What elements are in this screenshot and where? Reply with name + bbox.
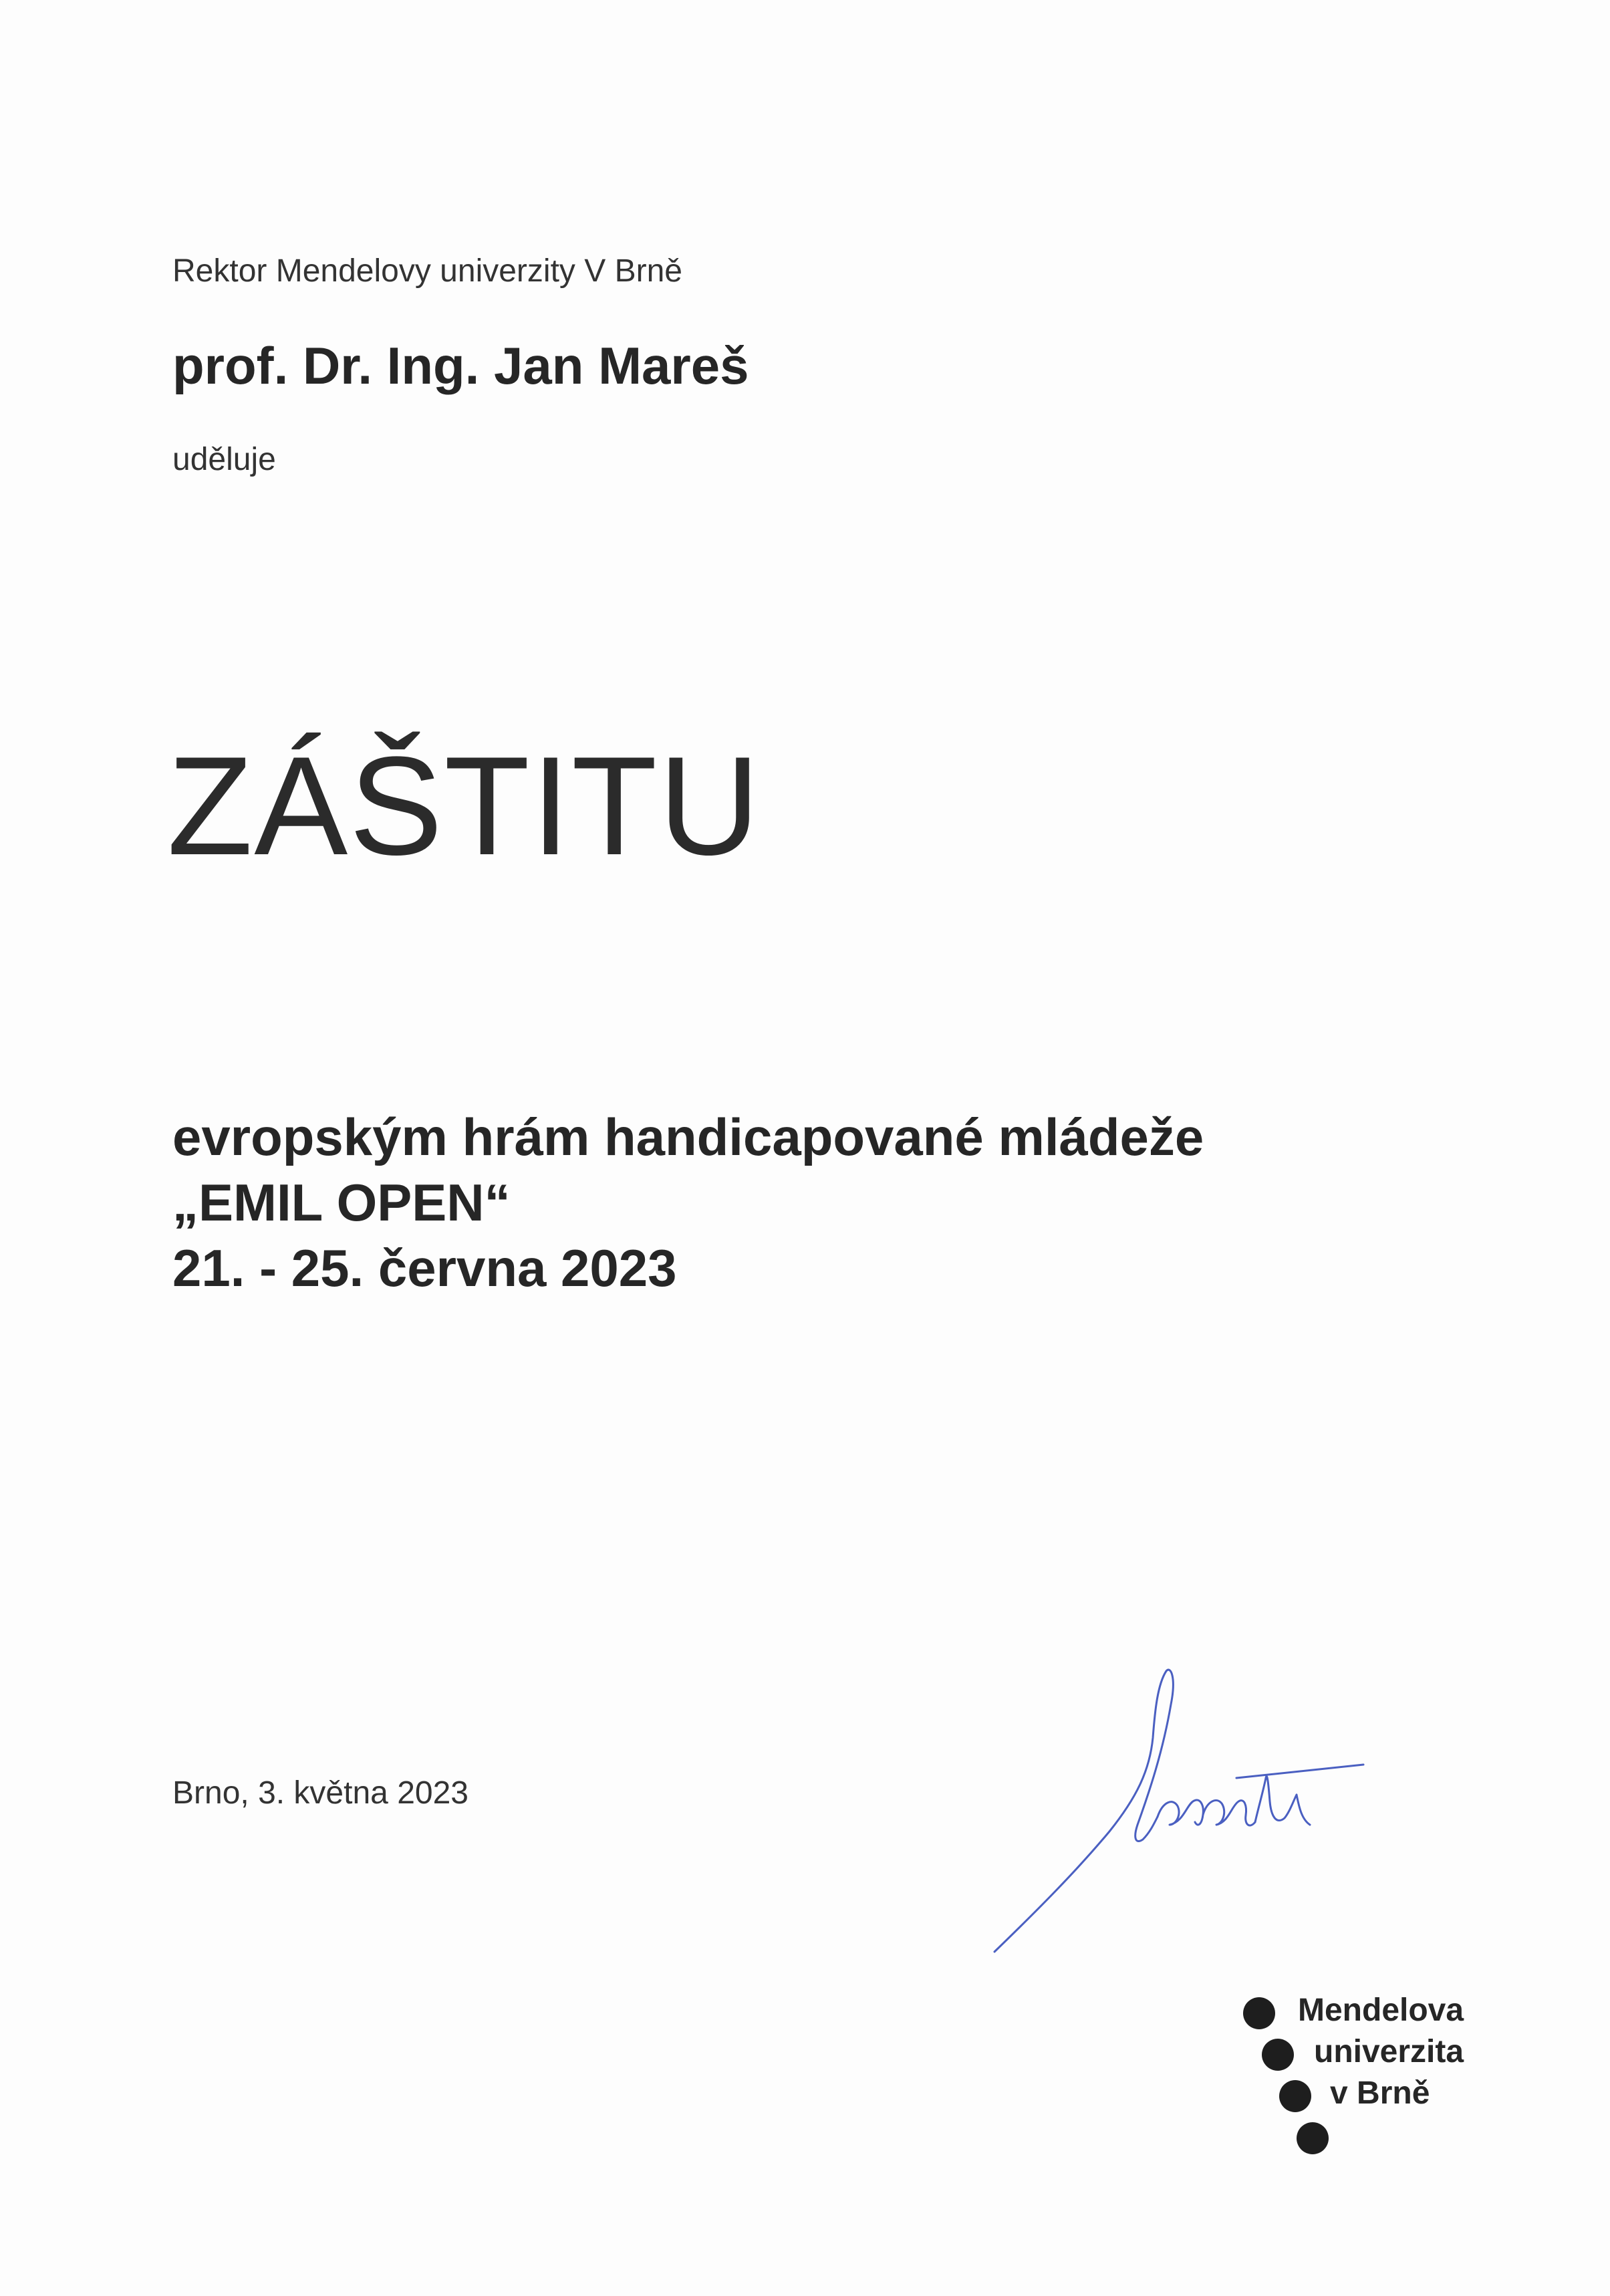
- place-and-date: Brno, 3. května 2023: [172, 1775, 468, 1811]
- grant-verb: uděluje: [172, 442, 276, 477]
- logo-dot-icon: [1297, 2122, 1329, 2154]
- event-dates-line: 21. - 25. června 2023: [172, 1239, 677, 1297]
- logo-line-3: v Brně: [1330, 2075, 1430, 2111]
- logo-line-1: Mendelova: [1298, 1993, 1464, 2028]
- issuer-line: Rektor Mendelovy univerzity V Brně: [172, 253, 682, 289]
- rector-name: prof. Dr. Ing. Jan Mareš: [172, 336, 749, 395]
- event-title-line: „EMIL OPEN“: [172, 1173, 511, 1232]
- event-name-line: evropským hrám handicapované mládeže: [172, 1108, 1204, 1166]
- award-title: ZÁŠTITU: [167, 727, 761, 884]
- logo-dot-icon: [1243, 1997, 1275, 2029]
- signature-icon: [982, 1664, 1383, 1958]
- logo-dot-icon: [1279, 2080, 1311, 2112]
- event-description: [172, 1104, 1204, 1301]
- logo-line-2: univerzita: [1314, 2034, 1464, 2069]
- university-logo: [1243, 1985, 1484, 2166]
- logo-dot-icon: [1262, 2039, 1294, 2071]
